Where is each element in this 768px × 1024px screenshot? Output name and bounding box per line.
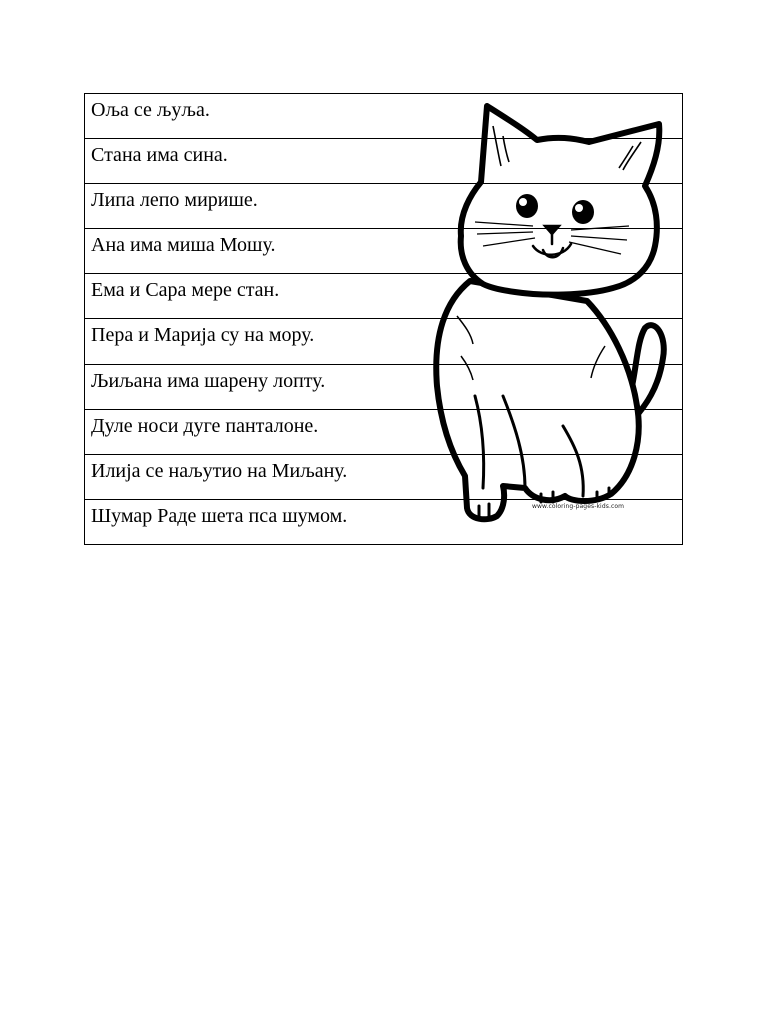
sentence-text: Дуле носи дуге панталоне. — [91, 414, 319, 437]
sentence-row — [85, 410, 682, 455]
image-credit: www.coloring-pages-kids.com — [532, 503, 625, 510]
sentence-row — [85, 229, 682, 274]
sentence-text: Љиљана има шарену лопту. — [91, 369, 326, 392]
sentence-text: Ема и Сара мере стан. — [91, 279, 280, 302]
sentence-row — [85, 184, 682, 229]
sentence-row — [85, 365, 682, 410]
sentence-text: Стана има сина. — [91, 144, 228, 167]
sentence-row — [85, 94, 682, 139]
sentence-row — [85, 274, 682, 319]
sentence-text: Липа лепо мирише. — [91, 189, 258, 212]
sentence-text: Ана има миша Мошу. — [91, 234, 276, 257]
sentence-row — [85, 455, 682, 500]
sentence-row — [85, 319, 682, 364]
sentence-row — [85, 139, 682, 184]
sentence-text: Пера и Марија су на мору. — [91, 324, 315, 347]
worksheet-table — [84, 93, 683, 545]
sentence-rows — [85, 94, 682, 545]
sentence-text: Илија се наљутио на Миљану. — [91, 459, 348, 482]
sentence-text: Оља се љуља. — [91, 99, 210, 121]
sentence-text: Шумар Раде шета пса шумом. — [91, 504, 348, 527]
